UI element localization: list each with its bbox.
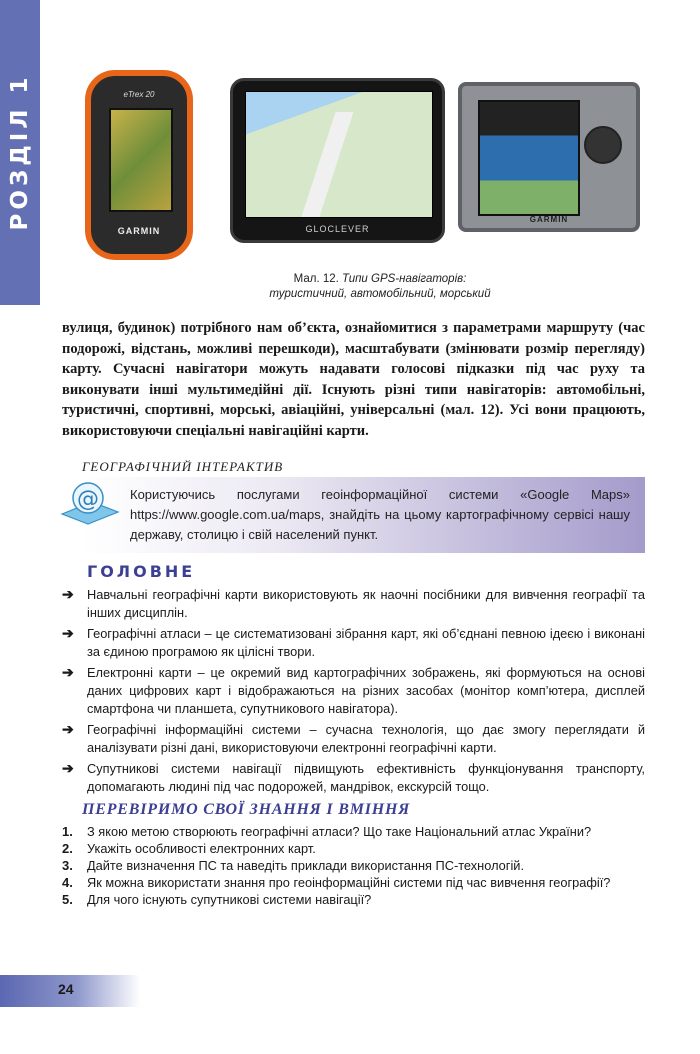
figure-caption: [150, 272, 610, 302]
device-knob: [584, 126, 622, 164]
question-item: 5. Для чого існують супутникові системи навігації?: [62, 892, 372, 907]
question-item: 2. Укажіть особливості електронних карт.: [62, 841, 316, 856]
arrow-right-icon: ➔: [62, 760, 74, 777]
summary-list: [62, 586, 645, 800]
body-paragraph: вулиця, будинок) потрібного нам об’єкта, ознайомитися з параметрами маршруту (час подорожі, відстань, можливі перешкоди), масштабувати (змінювати розмір перегляду) карту. Сучасні навігатори можуть надавати голосові підказки під час руху та виконувати інші мультимедійні дії. Існують різні типи навігаторів: автомобільні, туристичні, спортивні, морські, авіаційні, універсальні (мал. 12). Усі вони працюють, використовуючи спеціальні навігаційні карти.: [62, 320, 645, 439]
at-sign-icon: [58, 480, 122, 528]
arrow-right-icon: ➔: [62, 721, 74, 738]
question-number: 1.: [62, 824, 73, 839]
list-item: ➔ Навчальні географічні карти використовують як наочні посібники для вивчення географії та інших дисциплін.: [62, 586, 645, 620]
car-gps-device: [230, 78, 445, 243]
interactive-text: Користуючись послугами геоінформаційної системи «Google Maps» https://www.google.com.ua/maps, знайдіть на цьому картографічному сервісі нашу державу, столицю і свій населений пункт.: [130, 487, 630, 542]
device-screen: [478, 100, 580, 216]
list-item: ➔ Географічні атласи – це систематизовані зібрання карт, які об’єднані певною ідеєю і виконані за єдиною програмою як цілісні твори.: [62, 625, 645, 659]
list-item: ➔ Супутникові системи навігації підвищують ефективність функціонування транспорту, допомагають людині під час подорожей, мандрівок, екскурсій тощо.: [62, 760, 645, 794]
interactive-heading: ГЕОГРАФІЧНИЙ ІНТЕРАКТИВ: [82, 459, 284, 474]
device-brand-logo: GARMIN: [529, 215, 569, 224]
arrow-right-icon: ➔: [62, 625, 74, 642]
list-item: ➔ Географічні інформаційні системи – сучасна технологія, що дає змогу переглядати й аналізувати різні дані, використовуючи електронні географічні карти.: [62, 721, 645, 755]
arrow-right-icon: ➔: [62, 664, 74, 681]
device-brand-logo: GARMIN: [117, 226, 161, 236]
section-tab-label: РОЗДІЛ 1: [7, 73, 33, 231]
caption-title: Типи GPS-навігаторів:: [342, 273, 467, 285]
interactive-box: [80, 477, 645, 553]
marine-gps-device: [458, 82, 640, 232]
question-number: 2.: [62, 841, 73, 856]
list-item: ➔ Електронні карти – це окремий вид картографічних зображень, які формуються на основі даних цифрових карт і відображаються на різних засобах (монітор комп’ютера, дисплей смартфона чи планшета, супутникового навігатора).: [62, 664, 645, 716]
handheld-gps-device: [85, 70, 193, 260]
question-number: 4.: [62, 875, 73, 890]
svg-text:@: @: [77, 487, 99, 512]
arrow-right-icon: ➔: [62, 586, 74, 602]
device-screen: [109, 108, 173, 212]
section-tab: [0, 0, 40, 305]
questions-list: [62, 823, 645, 908]
gps-devices-figure: [85, 60, 640, 270]
main-heading: ГОЛОВНЕ: [87, 562, 196, 581]
device-screen: [245, 91, 433, 218]
check-heading: ПЕРЕВІРИМО СВОЇ ЗНАННЯ І ВМІННЯ: [82, 801, 411, 818]
question-number: 5.: [62, 892, 73, 907]
page-number: 24: [58, 981, 74, 997]
caption-prefix: Мал. 12.: [293, 273, 339, 285]
caption-line2: туристичний, автомобільний, морський: [269, 288, 491, 300]
question-item: 1. З якою метою створюють географічні атласи? Що таке Національний атлас України?: [62, 824, 592, 839]
device-brand-logo: GLOCLEVER: [305, 224, 370, 234]
question-item: 3. Дайте визначення ПС та наведіть приклади використання ПС-технологій.: [62, 858, 525, 873]
question-number: 3.: [62, 858, 73, 873]
device-model-label: eTrex 20: [123, 90, 155, 99]
question-item: 4. Як можна використати знання про геоінформаційні системи під час вивчення географії?: [62, 875, 611, 890]
